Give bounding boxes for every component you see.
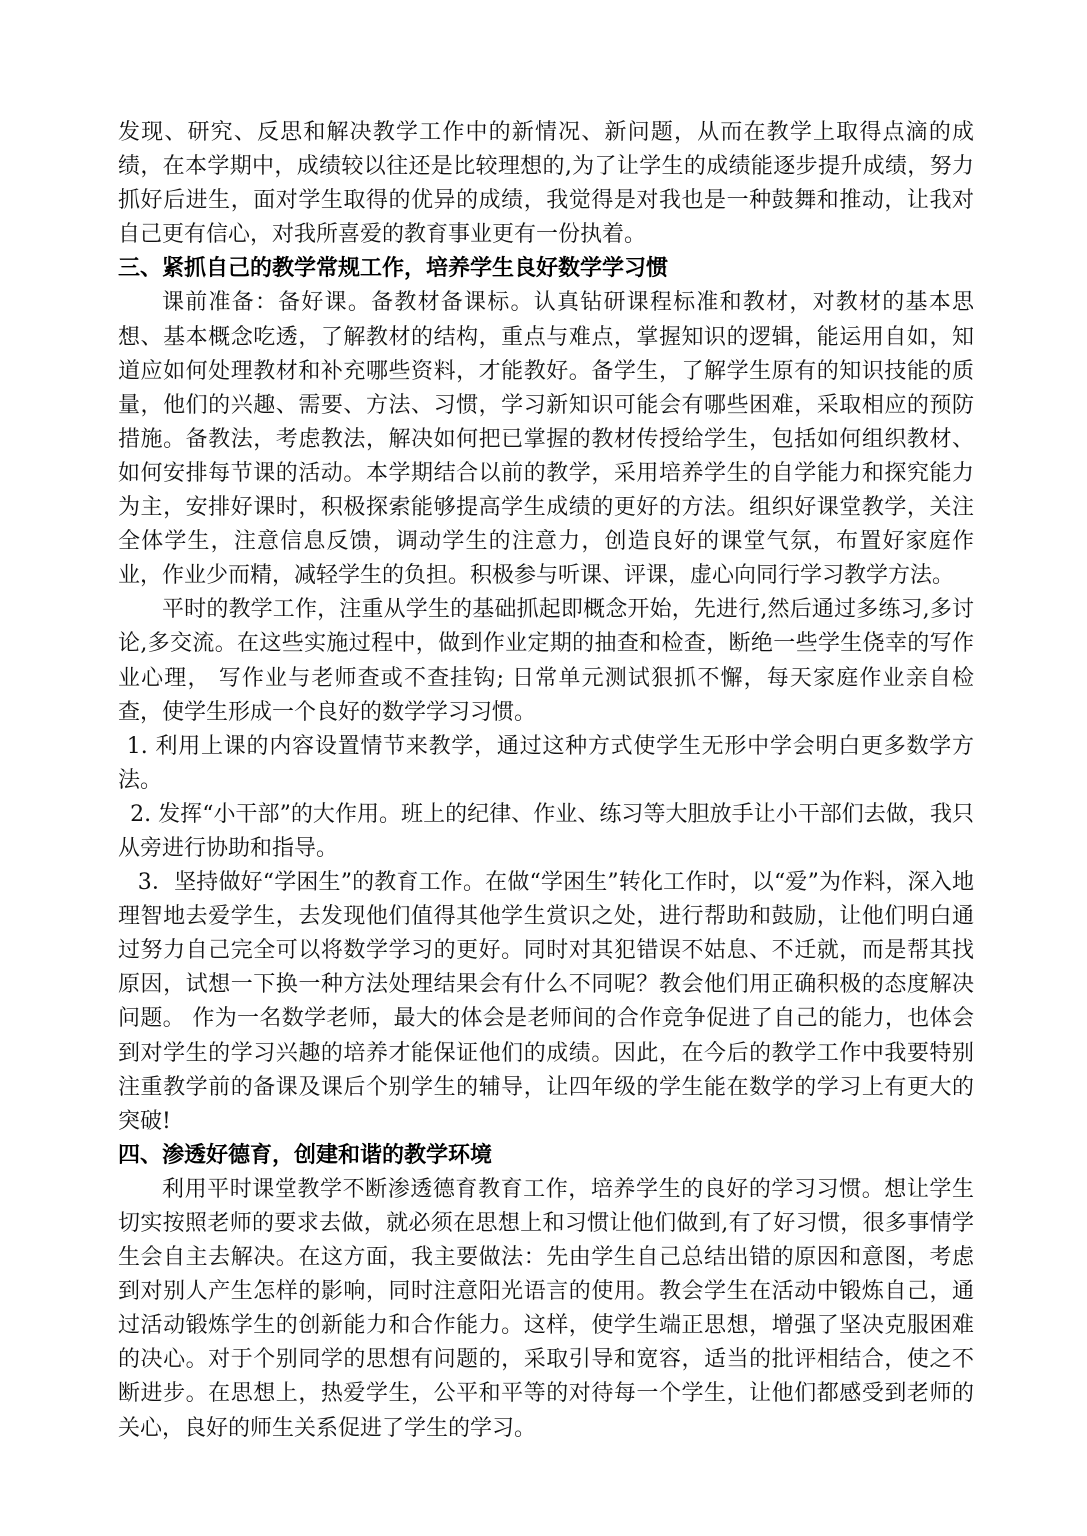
paragraph-lesson-preparation: 课前准备：备好课。备教材备课标。认真钻研课程标准和教材，对教材的基本思想、基本概念吃透，了解教材的结构，重点与难点，掌握知识的逻辑，能运用自如，知道应如何处理教材和补充哪些资料，才能教好。备学生，了解学生原有的知识技能的质量，他们的兴趣、需要、方法、习惯，学习新知识可能会有哪些困难，采取相应的预防措施。备教法，考虑教法，解决如何把已掌握的教材传授给学生，包括如何组织教材、如何安排每节课的活动。本学期结合以前的教学，采用培养学生的自学能力和探究能力为主，安排好课时，积极探索能够提高学生成绩的更好的方法。组织好课堂教学，关注全体学生，注意信息反馈，调动学生的注意力，创造良好的课堂气氛，布置好家庭作业，作业少而精，减轻学生的负担。积极参与听课、评课，虚心向同行学习教学方法。 xyxy=(118,290,974,589)
paragraph-moral-education: 利用平时课堂教学不断渗透德育教育工作，培养学生的良好的学习习惯。想让学生切实按照老师的要求去做，就必须在思想上和习惯让他们做到,有了好习惯，很多事情学生会自主去解决。在这方面，我主要做法：先由学生自己总结出错的原因和意图，考虑到对别人产生怎样的影响，同时注意阳光语言的使用。教会学生在活动中锻炼自己，通过活动锻炼学生的创新能力和合作能力。这样，使学生端正思想，增强了坚决克服困难的决心。对于个别同学的思想有问题的，采取引导和宽容，适当的批评相结合，使之不断进步。在思想上，热爱学生，公平和平等的对待每一个学生，让他们都感受到老师的关心，良好的师生关系促进了学生的学习。 xyxy=(118,1176,974,1441)
numbered-item-2: 2. 发挥“小干部”的大作用。班上的纪律、作业、练习等大胆放手让小干部们去做，我只从旁进行协助和指导。 xyxy=(118,801,974,861)
document-page xyxy=(118,116,974,1446)
numbered-item-3: 3．坚持做好“学困生”的教育工作。在做“学困生”转化工作时，以“爱”为作料，深入地理智地去爱学生，去发现他们值得其他学生赏识之处，进行帮助和鼓励，让他们明白通过努力自己完全可以将数学学习的更好。同时对其犯错误不姑息、不迁就，而是帮其找原因，试想一下换一种方法处理结果会有什么不同呢？教会他们用正确积极的态度解决问题。 作为一名数学老师，最大的体会是老师间的合作竞争促进了自己的能力，也体会到对学生的学习兴趣的培养才能保证他们的成绩。因此，在今后的教学工作中我要特别注重教学前的备课及课后个别学生的辅导，让四年级的学生能在数学的学习上有更大的突破! xyxy=(118,870,974,1134)
section-heading-4: 四、渗透好德育，创建和谐的教学环境 xyxy=(118,1142,493,1168)
section-heading-3: 三、紧抓自己的教学常规工作，培养学生良好数学学习惯 xyxy=(118,256,669,282)
numbered-item-1: 1. 利用上课的内容设置情节来教学，通过这种方式使学生无形中学会明白更多数学方法。 xyxy=(118,733,974,793)
paragraph-continuation: 发现、研究、反思和解决教学工作中的新情况、新问题，从而在教学上取得点滴的成绩，在本学期中，成绩较以往还是比较理想的,为了让学生的成绩能逐步提升成绩，努力抓好后进生，面对学生取得的优异的成绩，我觉得是对我也是一种鼓舞和推动，让我对自己更有信心，对我所喜爱的教育事业更有一份执着。 xyxy=(118,120,974,248)
paragraph-daily-teaching: 平时的教学工作，注重从学生的基础抓起即概念开始，先进行,然后通过多练习,多讨论,多交流。在这些实施过程中，做到作业定期的抽查和检查，断绝一些学生侥幸的写作业心理， 写作业与老师查或不查挂钩; 日常单元测试狠抓不懈，每天家庭作业亲自检查，使学生形成一个良好的数学学习习惯。 xyxy=(118,597,974,725)
